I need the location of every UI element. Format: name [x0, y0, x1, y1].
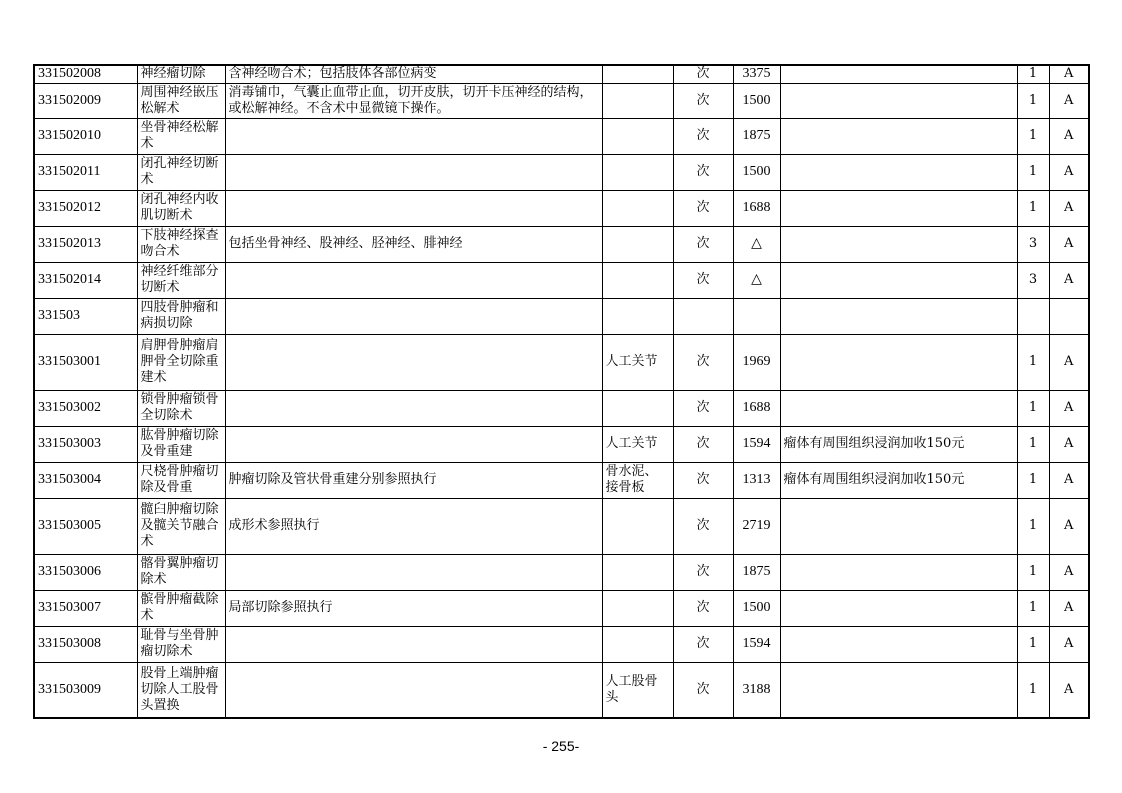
grade-cell: 1 [1017, 334, 1049, 390]
content-cell [225, 262, 602, 298]
content-cell [225, 298, 602, 334]
material-cell [602, 590, 673, 626]
price-cell: 1500 [733, 590, 780, 626]
unit-cell: 次 [673, 190, 733, 226]
grade-cell: 1 [1017, 426, 1049, 462]
name-cell: 神经纤维部分切断术 [137, 262, 225, 298]
unit-cell [673, 298, 733, 334]
material-cell: 人工关节 [602, 426, 673, 462]
grade-cell: 1 [1017, 390, 1049, 426]
type-cell: A [1049, 226, 1089, 262]
name-cell: 尺桡骨肿瘤切除及骨重 [137, 462, 225, 498]
name-cell: 闭孔神经切断术 [137, 154, 225, 190]
material-cell [602, 554, 673, 590]
type-cell: A [1049, 65, 1089, 83]
code-cell: 331503001 [34, 334, 137, 390]
table-row [34, 154, 1089, 190]
code-cell: 331503007 [34, 590, 137, 626]
note-cell [780, 298, 1017, 334]
price-cell: 1875 [733, 554, 780, 590]
price-cell [733, 298, 780, 334]
material-cell [602, 154, 673, 190]
table-row [34, 190, 1089, 226]
price-cell: 1875 [733, 118, 780, 154]
price-cell: 1594 [733, 626, 780, 662]
grade-cell: 1 [1017, 498, 1049, 554]
unit-cell: 次 [673, 426, 733, 462]
grade-cell: 1 [1017, 154, 1049, 190]
table-row [34, 498, 1089, 554]
note-cell [780, 226, 1017, 262]
type-cell: A [1049, 554, 1089, 590]
name-cell: 四肢骨肿瘤和病损切除 [137, 298, 225, 334]
content-cell: 包括坐骨神经、股神经、胫神经、腓神经 [225, 226, 602, 262]
name-cell: 肩胛骨肿瘤肩胛骨全切除重建术 [137, 334, 225, 390]
note-cell [780, 83, 1017, 118]
note-cell [780, 334, 1017, 390]
content-cell [225, 554, 602, 590]
material-cell [602, 298, 673, 334]
type-cell: A [1049, 590, 1089, 626]
unit-cell: 次 [673, 226, 733, 262]
material-cell [602, 626, 673, 662]
table-row [34, 626, 1089, 662]
price-cell: △ [733, 226, 780, 262]
code-cell: 331503004 [34, 462, 137, 498]
grade-cell: 1 [1017, 462, 1049, 498]
content-cell [225, 154, 602, 190]
note-cell [780, 554, 1017, 590]
grade-cell: 1 [1017, 626, 1049, 662]
code-cell: 331502014 [34, 262, 137, 298]
code-cell: 331503003 [34, 426, 137, 462]
type-cell: A [1049, 462, 1089, 498]
code-cell: 331503008 [34, 626, 137, 662]
name-cell: 闭孔神经内收肌切断术 [137, 190, 225, 226]
name-cell: 锁骨肿瘤锁骨全切除术 [137, 390, 225, 426]
price-cell: 1500 [733, 154, 780, 190]
unit-cell: 次 [673, 65, 733, 83]
note-cell [780, 662, 1017, 718]
type-cell: A [1049, 626, 1089, 662]
type-cell [1049, 298, 1089, 334]
type-cell: A [1049, 190, 1089, 226]
table-row [34, 590, 1089, 626]
content-cell [225, 662, 602, 718]
content-cell [225, 334, 602, 390]
table-row [34, 83, 1089, 118]
unit-cell: 次 [673, 590, 733, 626]
type-cell: A [1049, 498, 1089, 554]
code-cell: 331503006 [34, 554, 137, 590]
content-cell: 肿瘤切除及管状骨重建分别参照执行 [225, 462, 602, 498]
code-cell: 331503 [34, 298, 137, 334]
content-cell: 成形术参照执行 [225, 498, 602, 554]
material-cell: 骨水泥、接骨板 [602, 462, 673, 498]
price-cell: 1500 [733, 83, 780, 118]
note-cell [780, 190, 1017, 226]
grade-cell: 1 [1017, 190, 1049, 226]
code-cell: 331502013 [34, 226, 137, 262]
price-cell: 1688 [733, 190, 780, 226]
name-cell: 周围神经嵌压松解术 [137, 83, 225, 118]
note-cell [780, 390, 1017, 426]
code-cell: 331503002 [34, 390, 137, 426]
price-cell: 1313 [733, 462, 780, 498]
name-cell: 股骨上端肿瘤切除人工股骨头置换 [137, 662, 225, 718]
type-cell: A [1049, 334, 1089, 390]
table-row [34, 262, 1089, 298]
material-cell [602, 262, 673, 298]
table-row [34, 462, 1089, 498]
unit-cell: 次 [673, 626, 733, 662]
table-row [34, 226, 1089, 262]
content-cell [225, 426, 602, 462]
material-cell [602, 118, 673, 154]
content-cell [225, 190, 602, 226]
note-cell [780, 262, 1017, 298]
grade-cell: 3 [1017, 226, 1049, 262]
note-cell [780, 626, 1017, 662]
content-cell [225, 390, 602, 426]
name-cell: 髋臼肿瘤切除及髋关节融合术 [137, 498, 225, 554]
type-cell: A [1049, 118, 1089, 154]
type-cell: A [1049, 426, 1089, 462]
unit-cell: 次 [673, 662, 733, 718]
grade-cell: 3 [1017, 262, 1049, 298]
code-cell: 331502012 [34, 190, 137, 226]
price-cell: 3188 [733, 662, 780, 718]
content-cell [225, 118, 602, 154]
unit-cell: 次 [673, 262, 733, 298]
unit-cell: 次 [673, 334, 733, 390]
unit-cell: 次 [673, 390, 733, 426]
code-cell: 331502010 [34, 118, 137, 154]
unit-cell: 次 [673, 118, 733, 154]
table-row [34, 662, 1089, 718]
note-cell [780, 65, 1017, 83]
unit-cell: 次 [673, 554, 733, 590]
code-cell: 331503009 [34, 662, 137, 718]
material-cell [602, 226, 673, 262]
material-cell [602, 190, 673, 226]
material-cell: 人工股骨头 [602, 662, 673, 718]
note-cell [780, 498, 1017, 554]
grade-cell: 1 [1017, 83, 1049, 118]
price-cell: 3375 [733, 65, 780, 83]
table-row [34, 390, 1089, 426]
code-cell: 331502011 [34, 154, 137, 190]
type-cell: A [1049, 83, 1089, 118]
table-row [34, 426, 1089, 462]
table-row [34, 65, 1089, 83]
table-row [34, 298, 1089, 334]
table-row [34, 554, 1089, 590]
content-cell [225, 626, 602, 662]
name-cell: 坐骨神经松解术 [137, 118, 225, 154]
price-cell: 2719 [733, 498, 780, 554]
note-cell [780, 154, 1017, 190]
price-cell: △ [733, 262, 780, 298]
price-cell: 1688 [733, 390, 780, 426]
grade-cell [1017, 298, 1049, 334]
material-cell [602, 65, 673, 83]
type-cell: A [1049, 662, 1089, 718]
content-cell: 局部切除参照执行 [225, 590, 602, 626]
grade-cell: 1 [1017, 65, 1049, 83]
price-cell: 1969 [733, 334, 780, 390]
unit-cell: 次 [673, 498, 733, 554]
note-cell: 瘤体有周围组织浸润加收150元 [780, 426, 1017, 462]
page-number: - 255- [542, 738, 580, 754]
name-cell: 髂骨翼肿瘤切除术 [137, 554, 225, 590]
table-row [34, 118, 1089, 154]
price-table [33, 64, 1090, 719]
code-cell: 331502008 [34, 65, 137, 83]
type-cell: A [1049, 154, 1089, 190]
unit-cell: 次 [673, 462, 733, 498]
note-cell [780, 118, 1017, 154]
type-cell: A [1049, 390, 1089, 426]
material-cell [602, 390, 673, 426]
unit-cell: 次 [673, 83, 733, 118]
content-cell: 消毒铺巾，气囊止血带止血，切开皮肤，切开卡压神经的结构，或松解神经。不含术中显微镜下操作。 [225, 83, 602, 118]
content-cell: 含神经吻合术；包括肢体各部位病变 [225, 65, 602, 83]
grade-cell: 1 [1017, 590, 1049, 626]
note-cell [780, 590, 1017, 626]
material-cell [602, 83, 673, 118]
grade-cell: 1 [1017, 662, 1049, 718]
type-cell: A [1049, 262, 1089, 298]
name-cell: 神经瘤切除 [137, 65, 225, 83]
name-cell: 下肢神经探查吻合术 [137, 226, 225, 262]
code-cell: 331502009 [34, 83, 137, 118]
grade-cell: 1 [1017, 118, 1049, 154]
name-cell: 髌骨肿瘤截除术 [137, 590, 225, 626]
price-cell: 1594 [733, 426, 780, 462]
note-cell: 瘤体有周围组织浸润加收150元 [780, 462, 1017, 498]
table-row [34, 334, 1089, 390]
material-cell [602, 498, 673, 554]
code-cell: 331503005 [34, 498, 137, 554]
name-cell: 肱骨肿瘤切除及骨重建 [137, 426, 225, 462]
unit-cell: 次 [673, 154, 733, 190]
price-table-body [34, 65, 1089, 718]
material-cell: 人工关节 [602, 334, 673, 390]
grade-cell: 1 [1017, 554, 1049, 590]
name-cell: 耻骨与坐骨肿瘤切除术 [137, 626, 225, 662]
